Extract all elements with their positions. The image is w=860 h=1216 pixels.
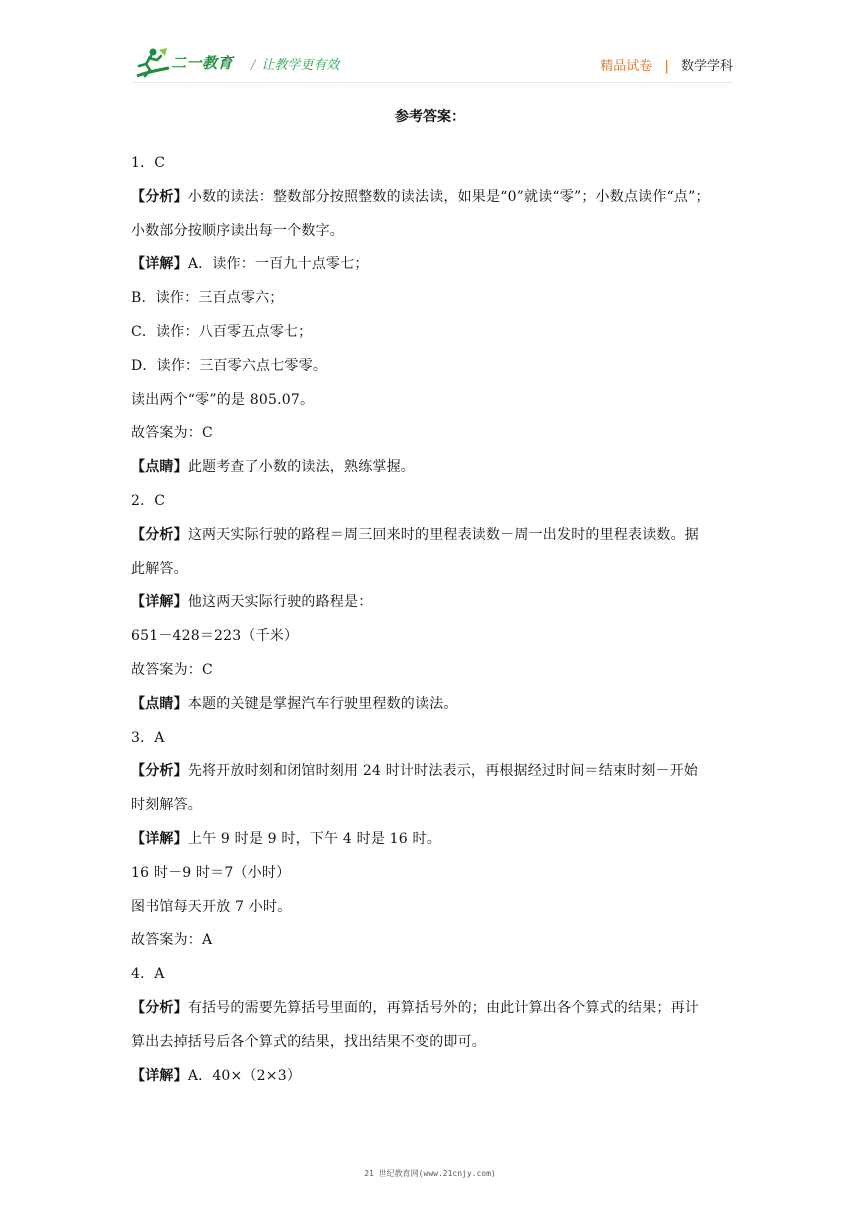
- section-tag: 【分析】: [131, 526, 188, 543]
- line-text: 故答案为：C: [131, 425, 213, 442]
- answer-line: [131, 760, 731, 782]
- page-title: 参考答案：: [395, 109, 465, 125]
- subject-tags: [600, 55, 733, 74]
- section-tag: 【分析】: [131, 999, 188, 1016]
- line-text: 他这两天实际行驶的路程是：: [187, 594, 373, 611]
- answer-line: [131, 625, 731, 647]
- answer-line: [131, 1031, 731, 1053]
- answer-line: [131, 456, 731, 478]
- answer-line: [131, 321, 731, 343]
- answer-line: [131, 524, 731, 546]
- answer-line: [131, 963, 731, 985]
- line-text: 有括号的需要先算括号里面的，再算括号外的；由此计算出各个算式的结果；再计: [187, 999, 700, 1016]
- line-text: 故答案为：A: [131, 932, 213, 949]
- answer-line: [131, 896, 731, 918]
- answer-line: [131, 558, 731, 580]
- answer-line: [131, 287, 731, 309]
- answer-line: [131, 997, 731, 1019]
- answer-line: [131, 929, 731, 951]
- line-text: 1．C: [131, 155, 166, 171]
- line-text: 时刻解答。: [131, 797, 202, 814]
- answer-line: [131, 152, 731, 174]
- page-footer: 21 世纪教育网(www.21cnjy.com): [364, 1169, 496, 1178]
- line-text: 2．C: [131, 492, 166, 509]
- line-text: 算出去掉括号后各个算式的结果，找出结果不变的即可。: [131, 1033, 486, 1050]
- section-tag: 【分析】: [131, 763, 188, 780]
- logo-text: 二一教育: [171, 54, 234, 72]
- answer-line: [131, 389, 731, 411]
- section-tag: 【点睛】: [131, 695, 188, 712]
- answer-line: [131, 828, 731, 850]
- line-text: B．读作：三百点零六；: [131, 290, 284, 307]
- line-text: 16 时－9 时＝7（小时）: [131, 864, 291, 881]
- line-text: 3．A: [131, 729, 165, 746]
- line-text: 651－428＝223（千米）: [131, 628, 299, 645]
- answer-line: [131, 220, 731, 242]
- line-text: A．40×（2×3）: [187, 1067, 302, 1084]
- answer-line: [131, 490, 731, 512]
- runner-icon: [133, 46, 173, 82]
- answer-line: [131, 659, 731, 681]
- line-text: 图书馆每天开放 7 小时。: [131, 898, 292, 915]
- line-text: 本题的关键是掌握汽车行驶里程数的读法。: [187, 695, 458, 712]
- line-text: C．读作：八百零五点零七；: [131, 323, 313, 340]
- answer-line: [131, 591, 731, 613]
- section-tag: 【分析】: [131, 188, 188, 205]
- slogan-text: 让教学更有效: [261, 58, 340, 73]
- header-divider: [133, 82, 733, 83]
- line-text: 先将开放时刻和闭馆时刻用 24 时计时法表示，再根据经过时间＝结束时刻－开始: [187, 763, 699, 780]
- answer-line: [131, 727, 731, 749]
- answer-content: [131, 152, 731, 1098]
- line-text: 读出两个“零”的是 805.07。: [131, 391, 315, 408]
- section-tag: 【详解】: [131, 256, 188, 273]
- section-tag: 【详解】: [131, 1067, 188, 1084]
- tag-separator: |: [664, 59, 669, 74]
- answer-line: [131, 186, 731, 208]
- subject-tag: 数学学科: [680, 59, 733, 74]
- answer-line: [131, 355, 731, 377]
- line-text: 4．A: [131, 966, 165, 983]
- section-tag: 【详解】: [131, 830, 188, 847]
- answer-line: [131, 794, 731, 816]
- section-tag: 【详解】: [131, 594, 188, 611]
- answer-line: [131, 253, 731, 275]
- brand-logo: [133, 46, 241, 82]
- slogan: / 让教学更有效: [251, 58, 340, 73]
- line-text: A．读作：一百九十点零七；: [187, 256, 369, 273]
- line-text: 此题考查了小数的读法，熟练掌握。: [187, 459, 416, 476]
- line-text: 小数部分按顺序读出每一个数字。: [131, 222, 344, 239]
- answer-line: [131, 422, 731, 444]
- line-text: 小数的读法：整数部分按照整数的读法读，如果是“0”就读“零”；小数点读作“点”；: [187, 188, 710, 205]
- line-text: 此解答。: [131, 560, 188, 577]
- page-header: [133, 46, 733, 82]
- answer-line: [131, 862, 731, 884]
- answer-line: [131, 693, 731, 715]
- line-text: 这两天实际行驶的路程＝周三回来时的里程表读数－周一出发时的里程表读数。据: [187, 526, 700, 543]
- line-text: 上午 9 时是 9 时，下午 4 时是 16 时。: [187, 830, 441, 847]
- line-text: 故答案为：C: [131, 661, 213, 678]
- section-tag: 【点睛】: [131, 459, 188, 476]
- line-text: D．读作：三百零六点七零零。: [131, 357, 328, 374]
- premium-tag: 精品试卷: [600, 59, 653, 74]
- answer-line: [131, 1065, 731, 1087]
